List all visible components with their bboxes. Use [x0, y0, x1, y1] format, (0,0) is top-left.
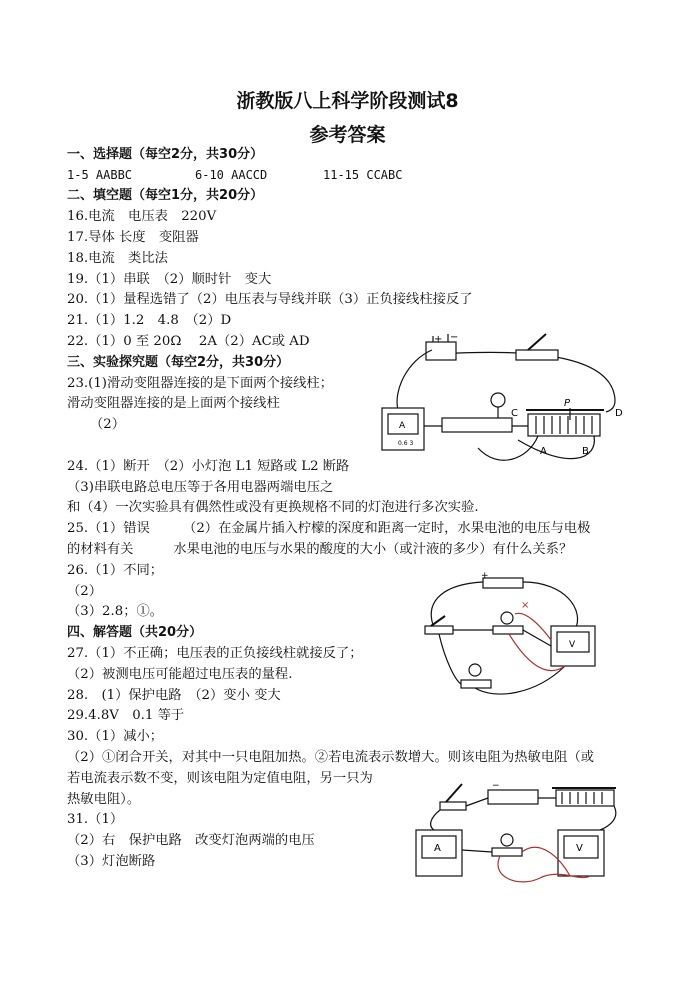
answer-q21: 21.（1）1.2 4.8 （2）D — [67, 313, 232, 328]
answer-q27-line1: 27.（1）不正确；电压表的正负接线柱就接反了； — [67, 646, 363, 661]
answer-q26-line1: 26.（1）不同； — [67, 563, 164, 578]
answer-q31-line3: （3）灯泡断路 — [67, 854, 156, 869]
answer-q16: 16.电流 电压表 220V — [67, 209, 217, 224]
answer-mc-2: 6-10 AACCD — [195, 168, 268, 182]
answer-q31-line1: 31.（1） — [67, 812, 124, 827]
label-B: B — [582, 446, 589, 457]
answer-q25-line2: 的材料有关 水果电池的电压与水果的酸度的大小（或汁液的多少）有什么关系？ — [67, 542, 573, 557]
label-D: D — [615, 408, 623, 419]
label-cross: × — [521, 600, 530, 611]
answer-q24-line3: 和（4）一次实验具有偶然性或没有更换规格不同的灯泡进行多次实验. — [67, 500, 479, 515]
answer-q20: 20.（1）量程选错了（2）电压表与导线并联（3）正负接线柱接反了 — [67, 292, 473, 307]
answer-mc-1: 1-5 AABBC — [67, 168, 133, 182]
answer-q24-line1: 24.（1）断开 （2）小灯泡 L1 短路或 L2 断路 — [67, 459, 350, 474]
label-C: C — [511, 408, 518, 419]
label-P: P — [564, 398, 571, 409]
answer-q28: 28. (1）保护电路 （2）变小 变大 — [67, 688, 281, 703]
label-voltmeter-2: V — [576, 843, 583, 854]
section-heading-2: 二、填空题（每空1分，共20分） — [67, 188, 264, 203]
label-scale: 0.6 3 — [398, 440, 414, 447]
label-minus: − — [450, 332, 459, 343]
answer-q23-line3: （2） — [90, 417, 126, 432]
answer-q27-line2: （2）被测电压可能超过电压表的量程. — [67, 667, 293, 682]
page-subtitle: 参考答案 — [309, 124, 386, 146]
answer-q19: 19.（1）串联 （2）顺时针 变大 — [67, 272, 272, 287]
answer-q23-line2: 滑动变阻器连接的是上面两个接线柱 — [67, 396, 280, 411]
answer-q18: 18.电流 类比法 — [67, 251, 168, 266]
section-heading-4: 四、解答题（共20分） — [67, 625, 203, 640]
answer-mc — [67, 166, 402, 184]
answer-q22: 22.（1）0 至 20Ω 2A（2）AC或 AD — [67, 334, 310, 349]
label-A: A — [540, 446, 547, 457]
answer-q26-line3: （3）2.8；①。 — [67, 604, 164, 619]
answer-mc-3: 11-15 CCABC — [323, 168, 403, 182]
label-voltmeter: V — [569, 640, 576, 650]
page-title: 浙教版八上科学阶段测试8 — [236, 90, 459, 112]
answer-q24-line2: （3)串联电路总电压等于各用电器两端电压之 — [67, 480, 334, 495]
answer-q30-line3: 若电流表示数不变，则该电阻为定值电阻，另一只为 — [67, 771, 373, 786]
section-heading-3: 三、实验探究题（每空2分，共30分） — [67, 355, 290, 370]
label-ammeter: A — [399, 421, 406, 431]
label-plus-2: + — [481, 571, 489, 581]
answer-q30-line1: 30.（1）减小； — [67, 729, 164, 744]
answer-q31-line2: （2）右 保护电路 改变灯泡两端的电压 — [67, 833, 315, 848]
answer-q23-line1: 23.(1)滑动变阻器连接的是下面两个接线柱； — [67, 376, 334, 391]
answer-q30-line2: （2）①闭合开关，对其中一只电阻加热。②若电流表示数增大。则该电阻为热敏电阻（或 — [67, 750, 595, 765]
label-plus: + — [434, 334, 443, 345]
label-ammeter-2: A — [434, 843, 441, 854]
answer-q29: 29.4.8V 0.1 等于 — [67, 708, 185, 723]
answer-q25-line1: 25.（1）错误 （2）在金属片插入柠檬的深度和距离一定时，水果电池的电压与电极 — [67, 521, 591, 536]
circuit-diagram-q31 — [410, 778, 625, 896]
circuit-diagram-q26 — [415, 570, 615, 710]
circuit-diagram-q23 — [368, 330, 628, 480]
answer-q30-line4: 热敏电阻）。 — [67, 792, 141, 807]
answer-q26-line2: （2） — [67, 584, 103, 599]
label-minus-2: − — [492, 781, 500, 791]
section-heading-1: 一、选择题（每空2分，共30分） — [67, 147, 264, 162]
answer-q17: 17.导体 长度 变阻器 — [67, 230, 199, 245]
